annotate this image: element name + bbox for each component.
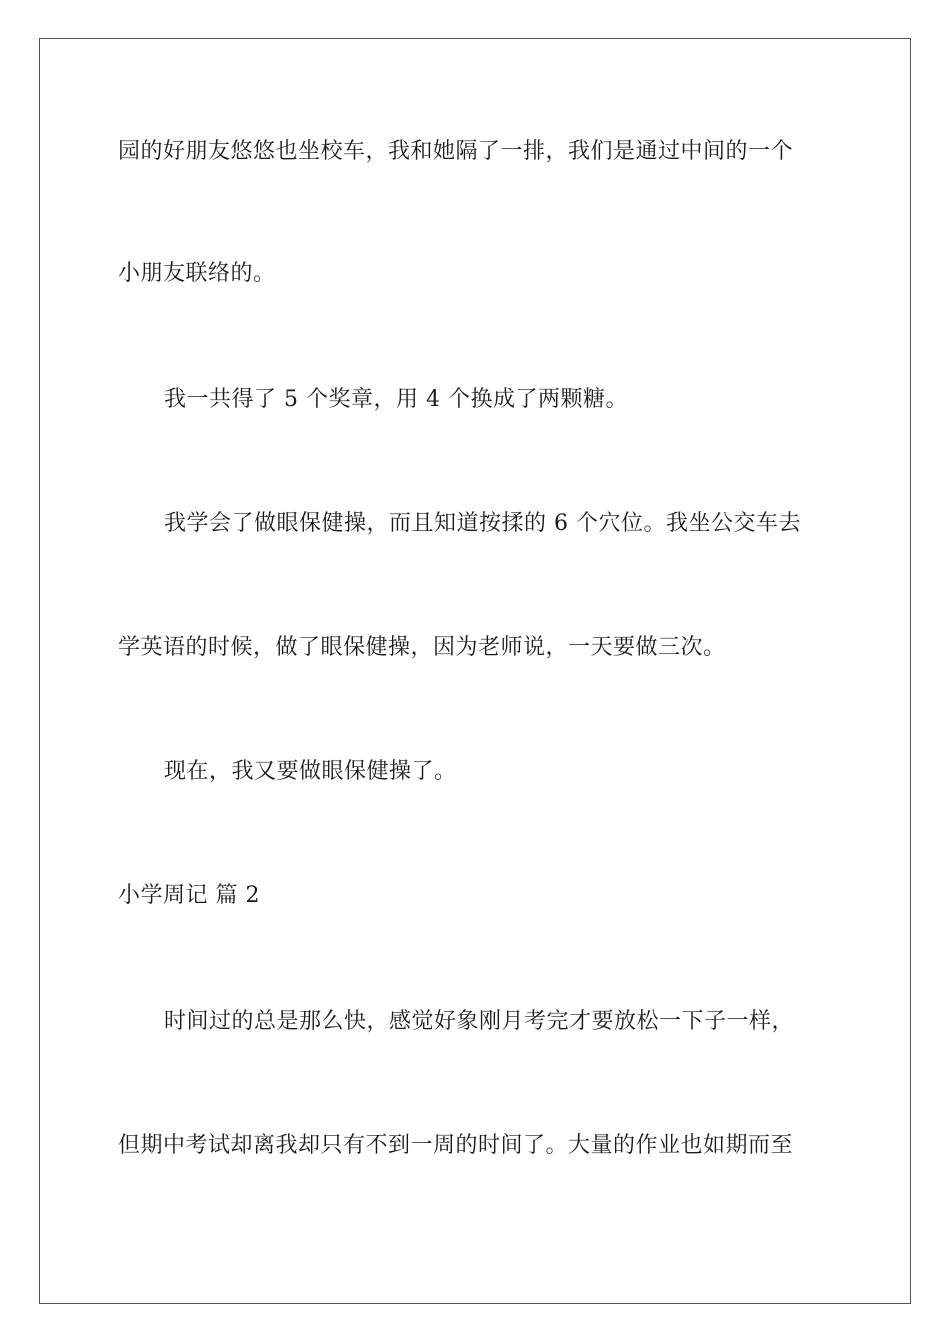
paragraph-line: 现在，我又要做眼保健操了。 bbox=[164, 759, 457, 784]
paragraph-line: 小朋友联络的。 bbox=[118, 261, 276, 286]
paragraph-line: 我学会了做眼保健操，而且知道按揉的 6 个穴位。我坐公交车去 bbox=[164, 511, 801, 536]
section-heading: 小学周记 篇 2 bbox=[118, 883, 260, 908]
paragraph-line: 我一共得了 5 个奖章，用 4 个换成了两颗糖。 bbox=[164, 387, 628, 412]
paragraph-line: 园的好朋友悠悠也坐校车，我和她隔了一排，我们是通过中间的一个 bbox=[118, 139, 794, 164]
paragraph-line: 时间过的总是那么快，感觉好象刚月考完才要放松一下子一样， bbox=[164, 1009, 795, 1034]
paragraph-line: 学英语的时候，做了眼保健操，因为老师说，一天要做三次。 bbox=[118, 635, 726, 660]
paragraph-line: 但期中考试却离我却只有不到一周的时间了。大量的作业也如期而至 bbox=[118, 1133, 794, 1158]
page-border bbox=[39, 38, 911, 1304]
